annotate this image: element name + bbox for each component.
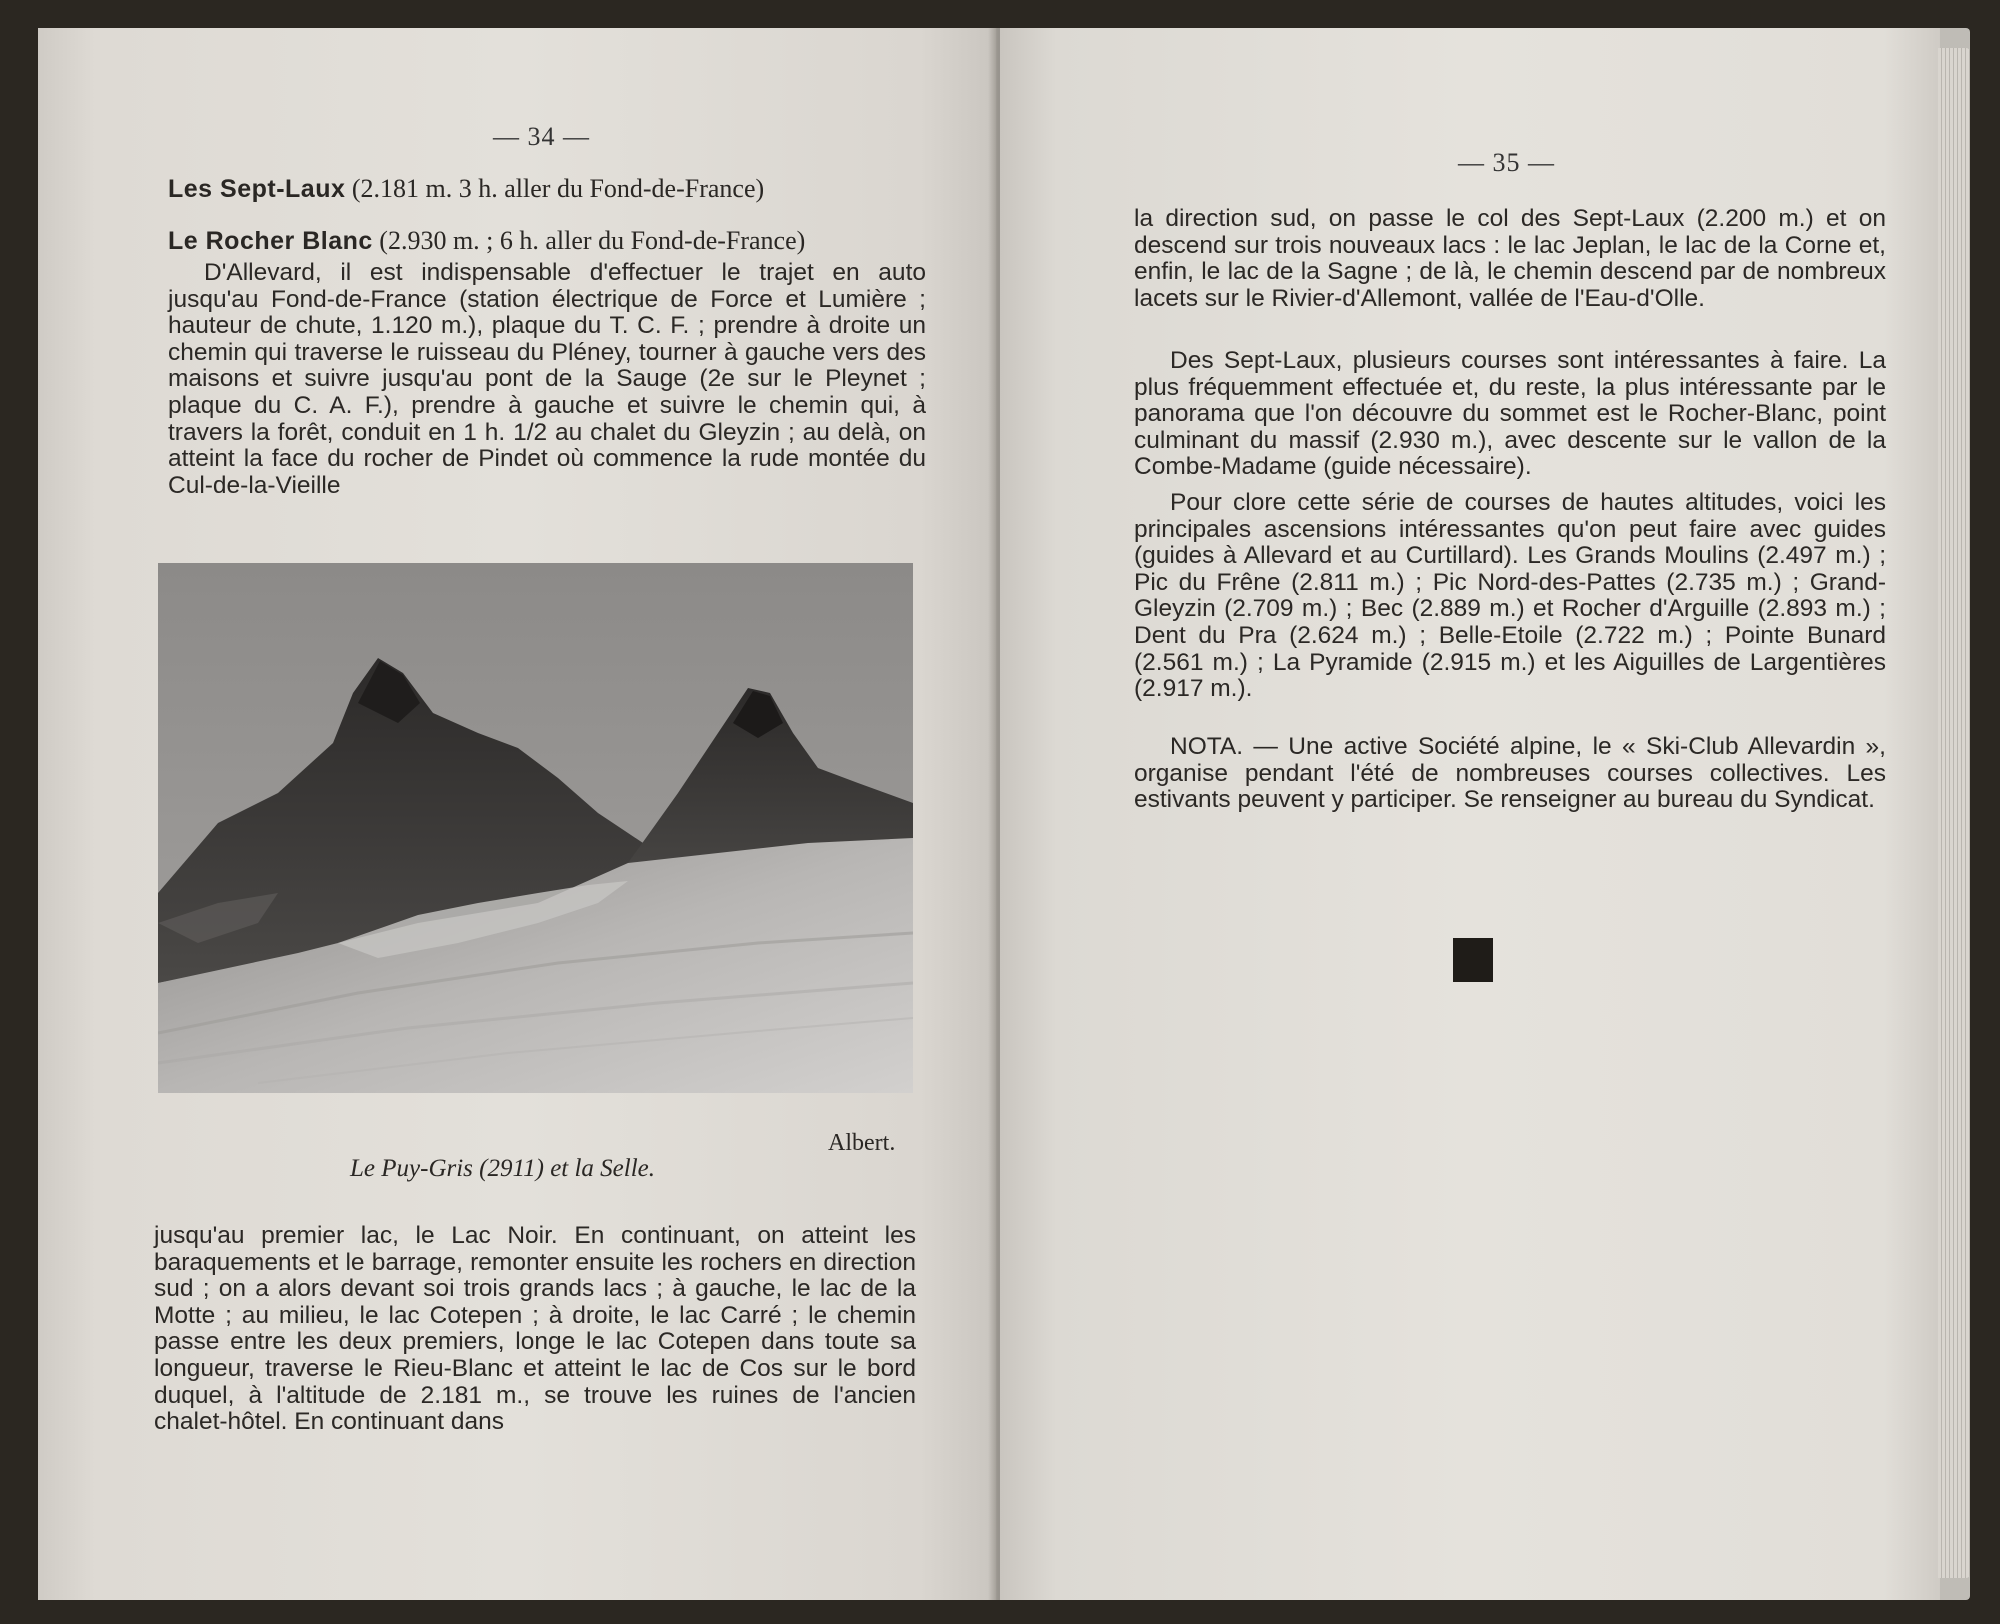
photo-caption: Le Puy-Gris (2911) et la Selle. bbox=[350, 1155, 656, 1182]
page-edges bbox=[1938, 48, 1970, 1578]
heading-sept-laux-title: Les Sept-Laux bbox=[168, 175, 346, 203]
page-number-left: — 34 — bbox=[493, 122, 590, 151]
paragraph-nota: NOTA. — Une active Société alpine, le « Ski-Club Allevardin », organise pendant l'été de nombreuses courses collectives. Les estivants peuvent y participer. Se renseigner au bureau du Syndicat. bbox=[1134, 733, 1886, 814]
heading-sept-laux-details: (2.181 m. 3 h. aller du Fond-de-France) bbox=[345, 174, 765, 203]
page-number-right: — 35 — bbox=[1458, 148, 1555, 177]
right-page bbox=[1000, 28, 1940, 1600]
heading-rocher-blanc-details: (2.930 m. ; 6 h. aller du Fond-de-France) bbox=[372, 226, 806, 255]
photo-credit: Albert. bbox=[828, 1130, 896, 1156]
left-page bbox=[38, 28, 996, 1600]
paragraph-itinerary-continued: jusqu'au premier lac, le Lac Noir. En continuant, on atteint les baraquements et le barrage, remonter ensuite les rochers en direction sud ; on a alors devant soi trois grands lacs ; à gauche, le lac de la Motte ; au milieu, le lac Cotepen ; à droite, le lac Carré ; le chemin passe entre les deux premiers, longe le lac Cotepen dans toute sa longueur, traverse le Rieu-Blanc et atteint le lac de Cos sur le bord duquel, à l'altitude de 2.181 m., se trouve les ruines de l'ancien chalet-hôtel. En continuant dans bbox=[154, 1222, 916, 1436]
paragraph-itinerary-start: D'Allevard, il est indispensable d'effectuer le trajet en auto jusqu'au Fond-de-France (station électrique de Force et Lumière ; hauteur de chute, 1.120 m.), plaque du T. C. F. ; prendre à droite un chemin qui traverse le ruisseau du Pléney, tourner à gauche vers des maisons et suivre jusqu'au pont de la Sauge (2e sur le Pleynet ; plaque du C. A. F.), prendre à gauche et suivre le chemin qui, à travers la forêt, conduit en 1 h. 1/2 au chalet du Gleyzin ; au delà, on atteint la face du rocher de Pindet où commence la rude montée du Cul-de-la-Vieille bbox=[168, 259, 926, 499]
heading-rocher-blanc-title: Le Rocher Blanc bbox=[168, 227, 373, 255]
paragraph-ascensions: Pour clore cette série de courses de hautes altitudes, voici les principales ascensions intéressantes qu'on peut faire avec guides (guides à Allevard et au Curtillard). Les Grands Moulins (2.497 m.) ; Pic du Frêne (2.811 m.) ; Pic Nord-des-Pattes (2.735 m.) ; Grand-Gleyzin (2.709 m.) ; Bec (2.889 m.) et Rocher d'Arguille (2.893 m.) ; Dent du Pra (2.624 m.) ; Belle-Etoile (2.722 m.) ; Pointe Bunard (2.561 m.) ; La Pyramide (2.915 m.) et les Aiguilles de Largentières (2.917 m.). bbox=[1134, 489, 1886, 703]
open-booklet bbox=[38, 28, 1970, 1600]
heading-rocher-blanc bbox=[168, 226, 805, 256]
mountain-photo bbox=[158, 563, 913, 1093]
paragraph-excursions: Des Sept-Laux, plusieurs courses sont intéressantes à faire. La plus fréquemment effectuée et, du reste, la plus intéressante par le panorama que l'on découvre du sommet est le Rocher-Blanc, point culminant du massif (2.930 m.), avec descente sur le vallon de la Combe-Madame (guide nécessaire). bbox=[1134, 347, 1886, 481]
heading-sept-laux bbox=[168, 174, 764, 204]
end-mark bbox=[1453, 938, 1493, 982]
paragraph-col-sept-laux: la direction sud, on passe le col des Sept-Laux (2.200 m.) et on descend sur trois nouveaux lacs : le lac Jeplan, le lac de la Corne et, enfin, le lac de la Sagne ; de là, le chemin descend par de nombreux lacets sur le Rivier-d'Allemont, vallée de l'Eau-d'Olle. bbox=[1134, 205, 1886, 312]
